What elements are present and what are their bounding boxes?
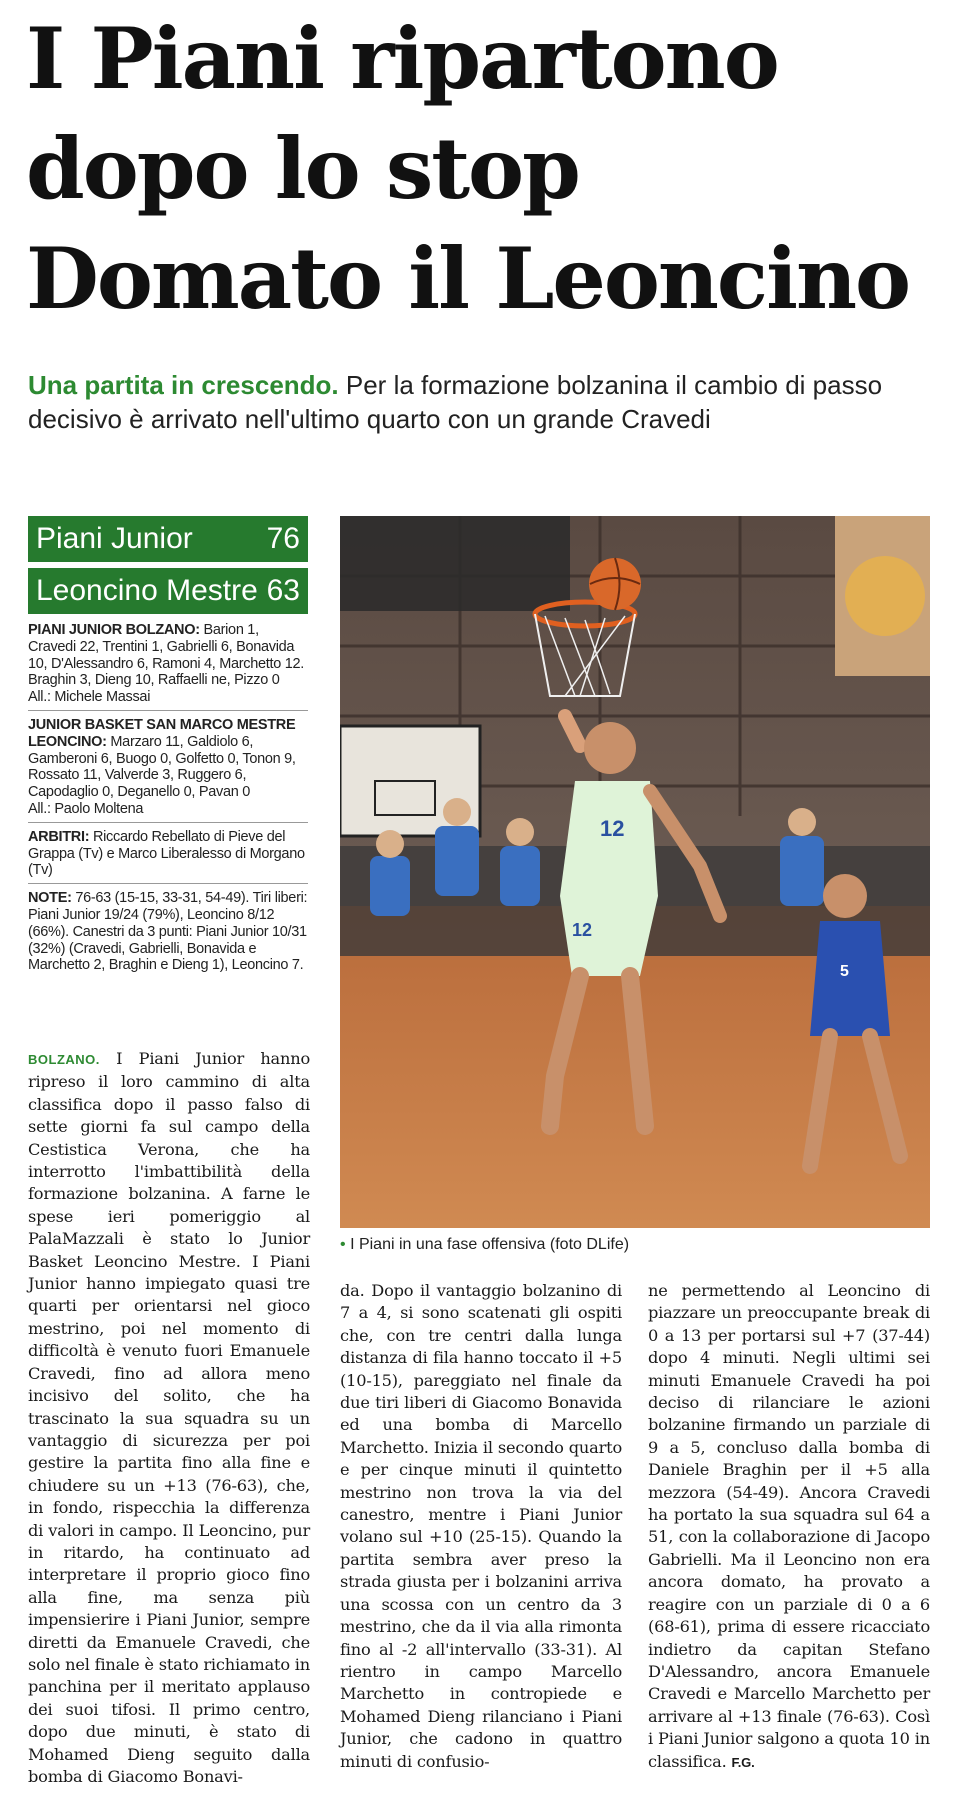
facts-home-roster	[28, 622, 308, 711]
basketball	[589, 558, 641, 610]
headline	[26, 4, 946, 334]
author-signature: F.G.	[731, 1754, 755, 1770]
score-row-away	[28, 568, 308, 614]
article-text: ne permettendo al Leoncino di piazzare un preoccupante break di 0 a 13 per portarsi sul +7 (37-44) dopo 4 minuti. Negli ultimi sei minuti Emanuele Cravedi ha poi deciso di rilanciare le azioni bolzanine firmando un parziale di 9 a 5, concluso dalla bomba di Daniele Braghin per il +5 alla mezzora (54-49). Ancora Cravedi ha portato la sua squadra sul 64 a 51, con la collaborazione di Jacopo Gabrielli. Ma il Leoncino non era ancora domato, ha provato a reagire con un parziale di 0 a 6 (68-61), prima di essere ricacciato indietro da capitan Stefano D'Alessandro, ancora Emanuele Cravedi e Marcello Marchetto per arrivare al +13 finale (76-63). Così i Piani Junior salgono a quota 10 in classifica.	[648, 1281, 930, 1771]
score-row-home	[28, 516, 308, 562]
facts-label: JUNIOR BASKET SAN MARCO MESTRE LEONCINO:	[28, 716, 296, 750]
facts-away-roster	[28, 717, 308, 823]
dateline: BOLZANO.	[28, 1052, 100, 1067]
game-photo	[340, 516, 930, 1228]
facts-text: Marzaro 11, Galdiolo 6, Gamberoni 6, Buogo 0, Golfetto 0, Tonon 9, Rossato 11, Valverde 3, Ruggero 6, Capodaglio 0, Deganello 0, Pavan 0	[28, 733, 296, 801]
facts-text: 76-63 (15-15, 33-31, 54-49). Tiri liberi: Piani Junior 19/24 (79%), Leoncino 8/12 (66%). Canestri da 3 punti: Piani Junior 10/31 (32%) (Cravedi, Gabrielli, Bonavida e Marchetto 2, Braghin e Dieng 1), Leoncino 7.	[28, 890, 308, 974]
article-text: I Piani Junior hanno ripreso il loro cammino di alta classifica dopo il passo falso di sette giorni fa sul campo della Cestistica Verona, che ha interrotto l'imbattibilità della formazione bolzanina. A farne le spese ieri pomeriggio al PalaMazzali è stato lo Junior Basket Leoncino Mestre. I Piani Junior hanno impiegato quasi tre quarti per orientarsi nel gioco mestrino, poi nel momento di difficoltà è venuto fuori Emanuele Cravedi, fino ad allora meno incisivo del solito, che ha trascinato la sua squadra su un vantaggio di sicurezza per poi gestire la partita fino alla fine e chiudere su un +13 (76-63), che, in fondo, rispecchia la differenza di valori in campo. Il Leoncino, pur in ritardo, ha continuato ad interpretare il proprio gioco fino alla fine, ma senza più impensierire i Piani Junior, sempre diretti da Emanuele Cravedi, che solo nel finale è stato richiamato in panchina per il meritato applauso dei suoi tifosi. Il primo centro, dopo due minuti, è stato di Mohamed Dieng seguito dalla bomba di Giacomo Bonavi-	[28, 1049, 311, 1786]
headline-line-2: dopo lo stop	[26, 119, 579, 218]
team-home-score: 76	[266, 522, 300, 555]
subheadline	[28, 368, 938, 436]
team-away-score: 63	[266, 574, 300, 607]
article-text: da. Dopo il vantaggio bolzanino di 7 a 4, si sono scatenati gli ospiti che, con tre centri dalla lunga distanza di fila hanno toccato il +5 (10-15), pareggiato nel finale da due tiri liberi di Giacomo Bonavida ed una bomba di Marcello Marchetto. Inizia il secondo quarto e per cinque minuti il quintetto mestrino non trova la via del canestro, mentre i Piani Junior volano sul +10 (25-15). Quando la partita sembra aver preso la strada giusta per i bolzanini arriva una scossa con un centro da 3 mestrino, che da il via alla rimonta fino al -2 all'intervallo (33-31). Al rientro in campo Marcello Marchetto in contropiede e Mohamed Dieng rilanciano i Piani Junior, che cadono in quattro minuti di confusio-	[340, 1281, 622, 1771]
jersey-number: 12	[600, 816, 625, 841]
article-column-3	[648, 1280, 930, 1774]
article-column-2	[340, 1280, 622, 1773]
subheadline-text: Per la formazione bolzanina il cambio di passo decisivo è arrivato nell'ultimo quarto con un grande Cravedi	[28, 370, 883, 434]
caption-text: I Piani in una fase offensiva (foto DLife)	[350, 1236, 630, 1253]
facts-label: NOTE:	[28, 890, 72, 907]
jersey-number: 12	[572, 920, 593, 940]
team-home-name: Piani Junior	[36, 522, 193, 555]
team-away-name: Leoncino Mestre	[36, 574, 258, 607]
headline-line-3: Domato il Leoncino	[26, 229, 910, 328]
facts-text: Barion 1, Cravedi 22, Trentini 1, Gabrielli 6, Bonavida 10, D'Alessandro 6, Ramoni 4, Marchetto 12. Braghin 3, Dieng 10, Raffaelli ne, Pizzo 0	[28, 622, 304, 689]
facts-text: Riccardo Rebellato di Pieve del Grappa (Tv) e Marco Liberalesso di Morgano (Tv)	[28, 828, 305, 879]
facts-label: PIANI JUNIOR BOLZANO:	[28, 622, 200, 638]
bullet-icon: •	[340, 1236, 346, 1253]
facts-notes	[28, 890, 308, 978]
facts-coach: All.: Michele Massai	[28, 689, 151, 706]
article-column-1	[28, 1048, 310, 1788]
facts-coach: All.: Paolo Moltena	[28, 800, 144, 817]
facts-referees	[28, 829, 308, 884]
jersey-number: 5	[840, 963, 849, 980]
match-facts	[28, 622, 308, 984]
photo-caption	[340, 1236, 930, 1254]
headline-line-1: I Piani ripartono	[26, 9, 778, 108]
facts-label: ARBITRI:	[28, 828, 90, 845]
subheadline-lead: Una partita in crescendo.	[28, 370, 339, 400]
basketball-photo-illustration	[340, 516, 930, 1228]
